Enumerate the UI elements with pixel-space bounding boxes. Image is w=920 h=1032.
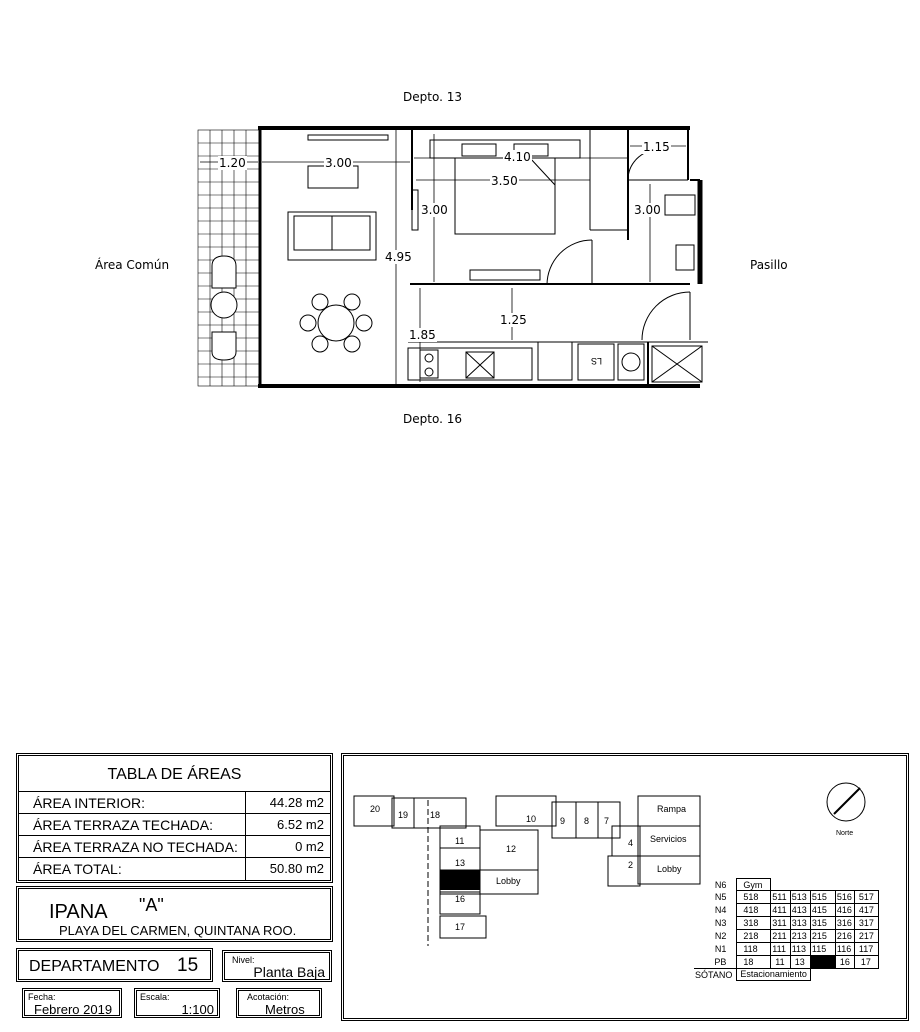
area-table xyxy=(16,753,333,883)
dim-1-85: 1.85 xyxy=(409,328,436,342)
area-label: ÁREA TOTAL: xyxy=(33,861,122,877)
site-block-4: 4 xyxy=(628,838,634,848)
label-pasillo: Pasillo xyxy=(750,258,788,272)
dim-3-00-bath: 3.00 xyxy=(634,203,661,217)
date-value: Febrero 2019 xyxy=(34,1002,113,1017)
site-block-18: 18 xyxy=(430,810,441,820)
site-block-8: 8 xyxy=(584,816,590,826)
area-row-terraza-techada xyxy=(19,813,330,836)
project-type: "A" xyxy=(139,895,164,915)
level-value: Planta Baja xyxy=(253,964,325,980)
area-label: ÁREA INTERIOR: xyxy=(33,795,146,811)
site-block-rampa: Rampa xyxy=(657,804,687,814)
area-value: 6.52 m2 xyxy=(245,814,330,836)
site-block-servicios: Servicios xyxy=(650,834,687,844)
area-value: 44.28 m2 xyxy=(245,792,330,814)
level-row-pb: PB 18 11 13 16 17 xyxy=(694,956,878,969)
area-value: 50.80 m2 xyxy=(245,858,330,880)
level-row-n6: N6 Gym xyxy=(694,879,878,891)
area-row-total xyxy=(19,857,330,880)
dim-1-25: 1.25 xyxy=(500,313,527,327)
level-row-n4: N4 418 411 413 415 416 417 xyxy=(694,904,878,917)
site-block-lobby: Lobby xyxy=(496,876,521,886)
project-location: PLAYA DEL CARMEN, QUINTANA ROO. xyxy=(59,923,297,938)
dim-3-50: 3.50 xyxy=(491,174,518,188)
level-caption: Nivel: xyxy=(232,955,255,965)
site-block-10: 10 xyxy=(526,814,537,824)
site-block-13: 13 xyxy=(455,858,466,868)
area-table-title: TABLA DE ÁREAS xyxy=(107,766,242,783)
project-name: IPANA xyxy=(49,901,108,923)
unit-number: 15 xyxy=(177,955,199,976)
site-block-20: 20 xyxy=(370,804,381,814)
area-row-interior xyxy=(19,791,330,814)
area-row-terraza-no-techada xyxy=(19,835,330,858)
project-box xyxy=(16,886,333,942)
date-caption: Fecha: xyxy=(28,992,56,1002)
site-block-19: 19 xyxy=(398,810,409,820)
dim-1-15: 1.15 xyxy=(643,140,670,154)
dimension-lines xyxy=(200,130,686,384)
site-plan xyxy=(341,753,909,1021)
levels-table xyxy=(694,878,879,981)
door-swings xyxy=(547,150,690,340)
dim-3-00-living: 3.00 xyxy=(325,156,352,170)
site-block-17: 17 xyxy=(455,922,466,932)
units-value: Metros xyxy=(265,1002,305,1017)
highlighted-unit xyxy=(810,956,835,969)
scale-value: 1:100 xyxy=(181,1002,214,1017)
label-depto-13: Depto. 13 xyxy=(403,90,462,104)
level-row-n5: N5 518 511 513 515 516 517 xyxy=(694,891,878,904)
dim-3-00-bedroom: 3.00 xyxy=(421,203,448,217)
dim-4-95: 4.95 xyxy=(385,250,412,264)
level-row-n3: N3 318 311 313 315 316 317 xyxy=(694,917,878,930)
furniture xyxy=(288,135,702,382)
label-depto-16: Depto. 16 xyxy=(403,412,462,426)
terrace-chairs xyxy=(211,256,237,360)
units-caption: Acotación: xyxy=(247,992,290,1002)
floor-plan xyxy=(0,0,920,440)
level-row-n1: N1 118 111 113 115 116 117 xyxy=(694,943,878,956)
unit-box xyxy=(16,948,213,982)
scale-box xyxy=(134,988,220,1018)
level-box xyxy=(222,950,332,982)
dim-1-20: 1.20 xyxy=(219,156,246,170)
site-block-12: 12 xyxy=(506,844,517,854)
wc-label: LS xyxy=(591,356,603,366)
dim-4-10: 4.10 xyxy=(504,150,531,164)
scale-caption: Escala: xyxy=(140,992,170,1002)
site-block-7: 7 xyxy=(604,816,610,826)
north-label: Norte xyxy=(836,830,854,837)
site-block-2: 2 xyxy=(628,860,634,870)
area-label: ÁREA TERRAZA NO TECHADA: xyxy=(33,839,238,855)
area-label: ÁREA TERRAZA TECHADA: xyxy=(33,817,213,833)
site-block-16: 16 xyxy=(455,894,466,904)
date-box xyxy=(22,988,122,1018)
label-area-comun: Área Común xyxy=(95,258,170,272)
units-box xyxy=(236,988,322,1018)
unit-label: DEPARTAMENTO xyxy=(29,958,160,975)
level-row-n2: N2 218 211 213 215 216 217 xyxy=(694,930,878,943)
level-row-sotano: SÓTANO Estacionamiento xyxy=(694,968,878,981)
floor-plan-drawing xyxy=(0,0,920,440)
site-block-11: 11 xyxy=(455,836,465,846)
area-value: 0 m2 xyxy=(245,836,330,858)
site-block-lobby-2: Lobby xyxy=(657,864,682,874)
site-block-9: 9 xyxy=(560,816,566,826)
